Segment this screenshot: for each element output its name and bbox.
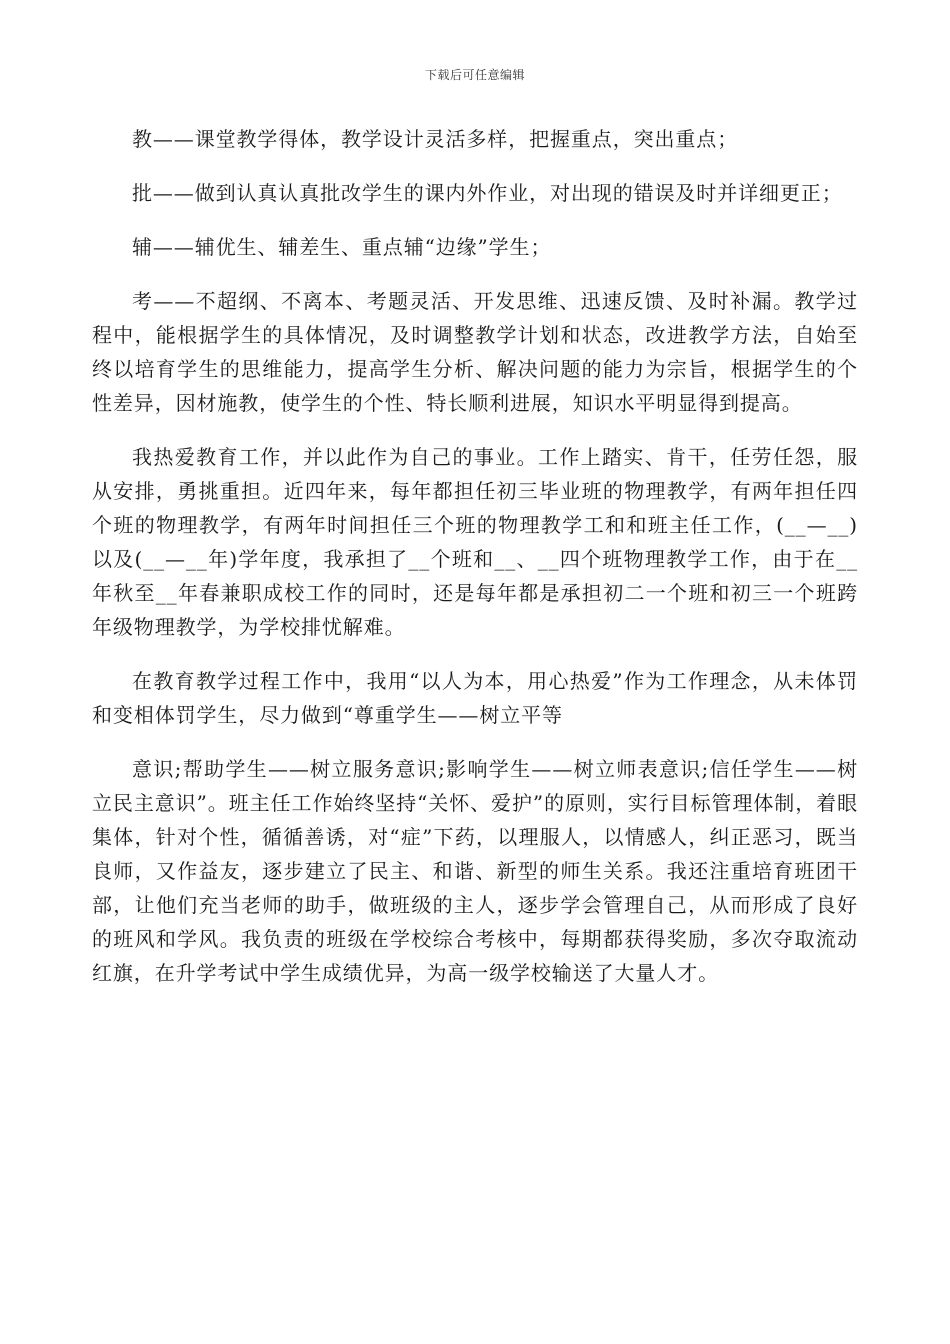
paragraph-testing: 考——不超纲、不离本、考题灵活、开发思维、迅速反馈、及时补漏。教学过程中，能根据学生的具体情况，及时调整教学计划和状态，改进教学方法，自始至终以培育学生的思维能力，提高学生分析、解决问题的能力为宗旨，根据学生的个性差异，因材施教，使学生的个性、特长顺利进展，知识水平明显得到提高。 bbox=[92, 289, 858, 415]
paragraph-grading: 批——做到认真认真批改学生的课内外作业，对出现的错误及时并详细更正； bbox=[132, 181, 843, 205]
paragraph-teaching-philosophy: 在教育教学过程工作中，我用“以人为本，用心热爱”作为工作理念，从未体罚和变相体罚学生，尽力做到“尊重学生——树立平等 bbox=[92, 669, 858, 727]
page-header: 下载后可任意编辑 bbox=[424, 68, 525, 82]
document-body bbox=[92, 122, 858, 990]
paragraph-teaching: 教——课堂教学得体，教学设计灵活多样，把握重点，突出重点； bbox=[132, 127, 739, 151]
paragraph-work-attitude: 我热爱教育工作，并以此作为自己的事业。工作上踏实、肯干，任劳任怨，服从安排，勇挑重担。近四年来，每年都担任初三毕业班的物理教学，有两年担任四个班的物理教学，有两年时间担任三个班的物理教学工和和班主任工作，(__—__)以及(__—__年)学年度，我承担了__个班和__、__四个班物理教学工作，由于在__年秋至__年春兼职成校工作的同时，还是每年都是承担初二一个班和初三一个班跨年级物理教学，为学校排忧解难。 bbox=[92, 445, 858, 639]
paragraph-tutoring: 辅——辅优生、辅差生、重点辅“边缘”学生； bbox=[132, 235, 552, 259]
paragraph-class-management: 意识;帮助学生——树立服务意识;影响学生——树立师表意识;信任学生——树立民主意识”。班主任工作始终坚持“关怀、爱护”的原则，实行目标管理体制，着眼集体，针对个性，循循善诱，对“症”下药，以理服人，以情感人，纠正恶习，既当良师，又作益友，逐步建立了民主、和谐、新型的师生关系。我还注重培育班团干部，让他们充当老师的助手，做班级的主人，逐步学会管理自己，从而形成了良好的班风和学风。我负责的班级在学校综合考核中，每期都获得奖励，多次夺取流动红旗，在升学考试中学生成绩优异，为高一级学校输送了大量人才。 bbox=[92, 757, 858, 985]
